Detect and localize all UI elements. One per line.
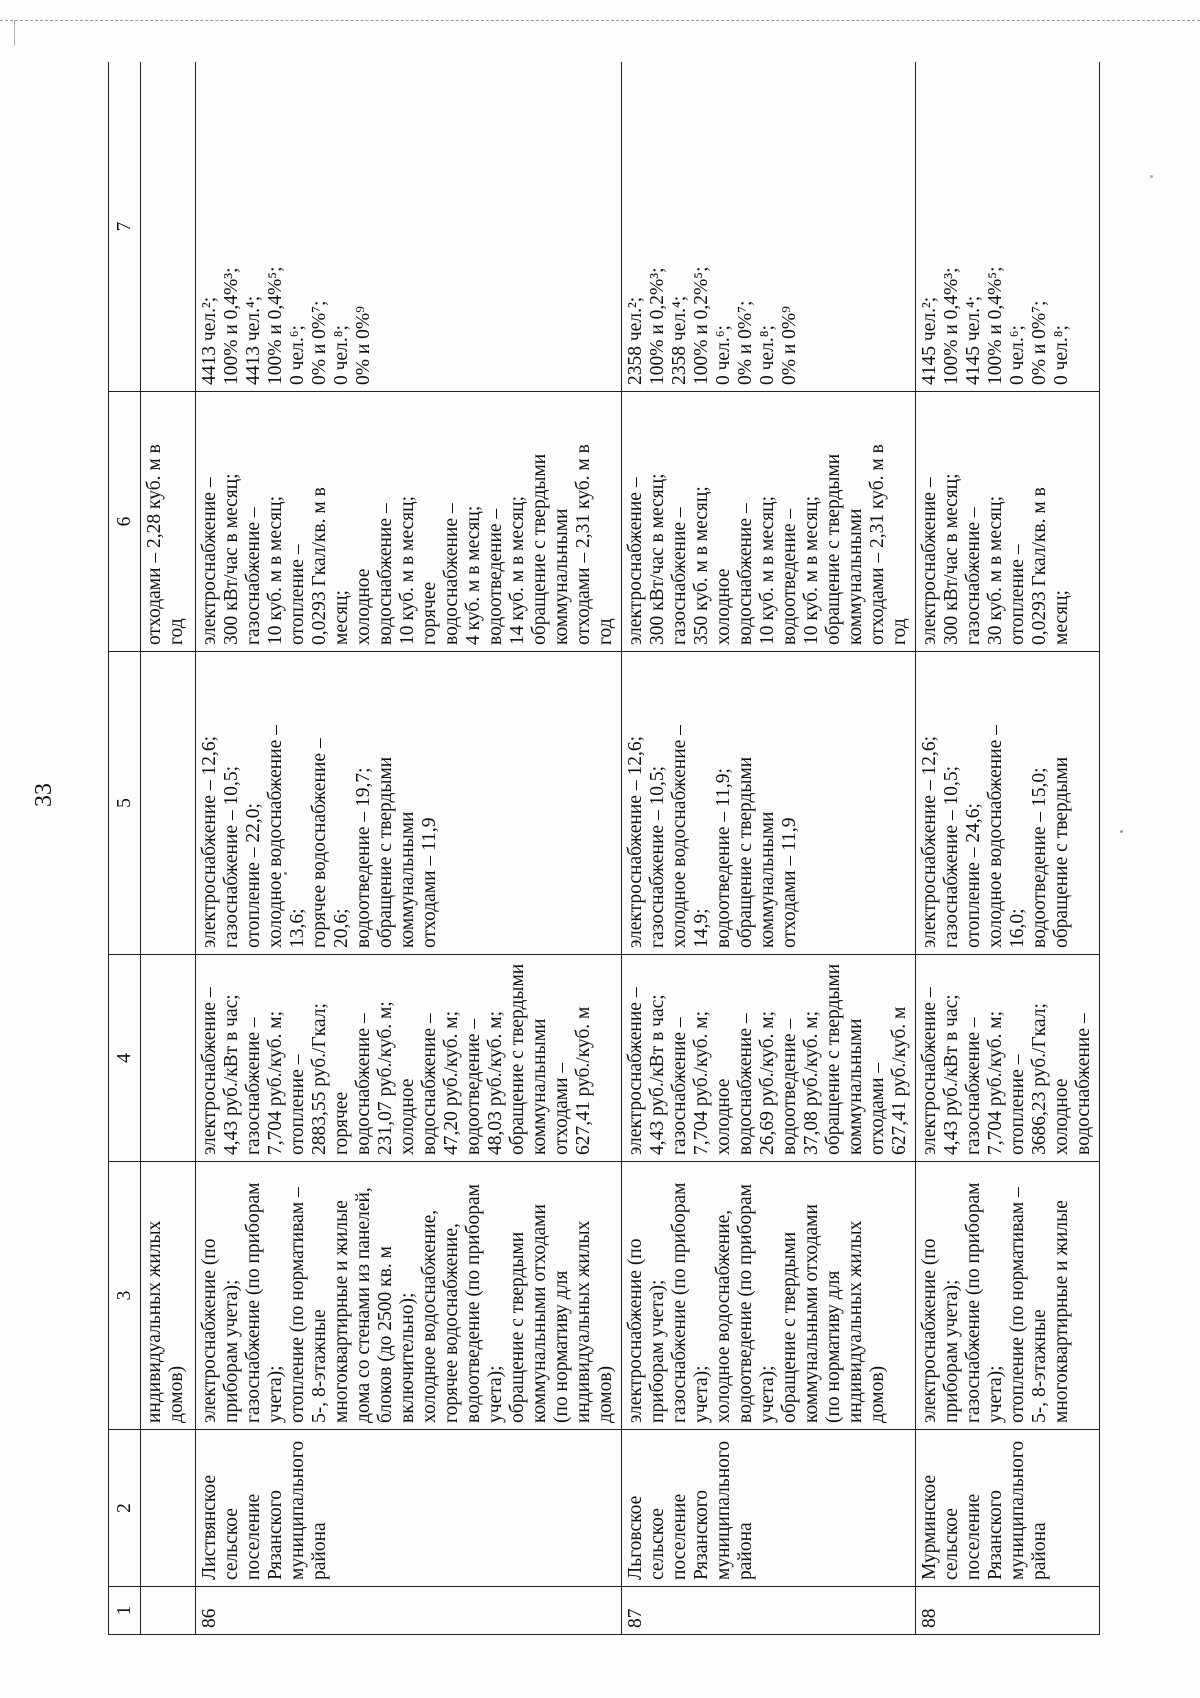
empty-cell bbox=[141, 652, 196, 955]
row-number-cell: 87 bbox=[622, 1587, 916, 1635]
row-number-cell: 86 bbox=[196, 1587, 622, 1635]
empty-cell bbox=[141, 1430, 196, 1587]
table-row bbox=[916, 62, 1100, 1635]
volumes-cell: электроснабжение – 300 кВт/час в месяц; газоснабжение – 10 куб. м в месяц; отопление – 0,0293 Гкал/кв. м в месяц; холодное водоснабжение – 10 куб. м в месяц; горячее водоснабжение – 4 куб. м в месяц; водоотведение – 14 куб. м в месяц; обращение с твердыми коммунальными отходами – 2,31 куб. м в год bbox=[196, 392, 622, 652]
services-cell: электроснабжение (по приборам учета); газоснабжение (по приборам учета); отопление (по нормативам – 5-, 8-этажные многоквартирные и жилые дома со стенами из панелей, блоков (до 2500 кв. м включительно); холодное водоснабжение, горячее водоснабжение, водоотведение (по приборам учета); обращение с твердыми коммунальными отходами (по нормативу для индивидуальных жилых домов) bbox=[196, 1162, 622, 1430]
continuation-services-cell: индивидуальных жилых домов) bbox=[141, 1162, 196, 1430]
header-cell: 7 bbox=[109, 62, 141, 392]
settlement-cell: Листвянское сельское поселение Рязанского муниципального района bbox=[196, 1430, 622, 1587]
header-cell: 4 bbox=[109, 955, 141, 1162]
empty-cell bbox=[141, 62, 196, 392]
tariffs-cell: электроснабжение – 4,43 руб./кВт в час; газоснабжение – 7,704 руб./куб. м; холодное водоснабжение – 26,69 руб./куб. м; водоотведение – 37,08 руб./куб. м; обращение с твердыми коммунальными отходами – 627,41 руб./куб. м bbox=[622, 955, 916, 1162]
continuation-volumes-cell: отходами – 2,28 куб. м в год bbox=[141, 392, 196, 652]
services-cell: электроснабжение (по приборам учета); газоснабжение (по приборам учета); холодное водоснабжение, водоотведение (по приборам учета); обращение с твердыми коммунальными отходами (по нормативу для индивидуальных жилых домов) bbox=[622, 1162, 916, 1430]
table-frame bbox=[108, 62, 1196, 1635]
empty-cell bbox=[141, 1587, 196, 1635]
header-cell: 3 bbox=[109, 1162, 141, 1430]
header-row bbox=[109, 62, 141, 1635]
growth-cell: электроснабжение – 12,6; газоснабжение – 10,5; холодное водоснабжение – 14,9; водоотведение – 11,9; обращение с твердыми коммунальными отходами – 11,9 bbox=[622, 652, 916, 955]
volumes-cell: электроснабжение – 300 кВт/час в месяц; газоснабжение – 350 куб. м в месяц; холодное водоснабжение – 10 куб. м в месяц; водоотведение – 10 куб. м в месяц; обращение с твердыми коммунальными отходами – 2,31 куб. м в год bbox=[622, 392, 916, 652]
header-cell: 5 bbox=[109, 652, 141, 955]
tariffs-cell: электроснабжение – 4,43 руб./кВт в час; газоснабжение – 7,704 руб./куб. м; отопление – 3686,23 руб./Гкал; холодное водоснабжение – bbox=[916, 955, 1100, 1162]
header-cell: 6 bbox=[109, 392, 141, 652]
continuation-row bbox=[141, 62, 196, 1635]
row-number-cell: 88 bbox=[916, 1587, 1100, 1635]
population-cell: 4413 чел.²; 100% и 0,4%³; 4413 чел.⁴; 100% и 0,4%⁵; 0 чел.⁶; 0% и 0%⁷; 0 чел.⁸; 0% и 0%⁹ bbox=[196, 62, 622, 392]
header-cell: 1 bbox=[109, 1587, 141, 1635]
scan-edge-left bbox=[14, 20, 15, 46]
population-cell: 4145 чел.²; 100% и 0,4%³; 4145 чел.⁴; 100% и 0,4%⁵; 0 чел.⁶; 0% и 0%⁷; 0 чел.⁸; bbox=[916, 62, 1100, 392]
settlement-cell: Мурминское сельское поселение Рязанского муниципального района bbox=[916, 1430, 1100, 1587]
population-cell: 2358 чел.²; 100% и 0,2%³; 2358 чел.⁴; 100% и 0,2%⁵; 0 чел.⁶; 0% и 0%⁷; 0 чел.⁸; 0% и 0%⁹ bbox=[622, 62, 916, 392]
empty-cell bbox=[141, 955, 196, 1162]
growth-cell: электроснабжение – 12,6; газоснабжение – 10,5; отопление – 22,0; холодное водоснабжение – 13,6; горячее водоснабжение – 20,6; водоотведение – 19,7; обращение с твердыми коммунальными отходами – 11,9 bbox=[196, 652, 622, 955]
rotated-table-container bbox=[108, 62, 1196, 1635]
tariffs-cell: электроснабжение – 4,43 руб./кВт в час; газоснабжение – 7,704 руб./куб. м; отопление – 2883,55 руб./Гкал; горячее водоснабжение – 231,07 руб./куб. м; холодное водоснабжение – 47,20 руб./куб. м; водоотведение – 48,03 руб./куб. м; обращение с твердыми коммунальными отходами – 627,41 руб./куб. м bbox=[196, 955, 622, 1162]
settlement-cell: Льговское сельское поселение Рязанского муниципального района bbox=[622, 1430, 916, 1587]
table-row bbox=[196, 62, 622, 1635]
volumes-cell: электроснабжение – 300 кВт/час в месяц; газоснабжение – 30 куб. м в месяц; отопление – 0,0293 Гкал/кв. м в месяц; bbox=[916, 392, 1100, 652]
data-table bbox=[108, 62, 1100, 1635]
page-number: 33 bbox=[31, 783, 57, 807]
header-cell: 2 bbox=[109, 1430, 141, 1587]
services-cell: электроснабжение (по приборам учета); газоснабжение (по приборам учета); отопление (по нормативам – 5-, 8-этажные многоквартирные и жилые bbox=[916, 1162, 1100, 1430]
growth-cell: электроснабжение – 12,6; газоснабжение – 10,5; отопление – 24,6; холодное водоснабжение – 16,0; водоотведение – 15,0; обращение с твердыми bbox=[916, 652, 1100, 955]
table-row bbox=[622, 62, 916, 1635]
scan-edge-top bbox=[0, 20, 1200, 21]
